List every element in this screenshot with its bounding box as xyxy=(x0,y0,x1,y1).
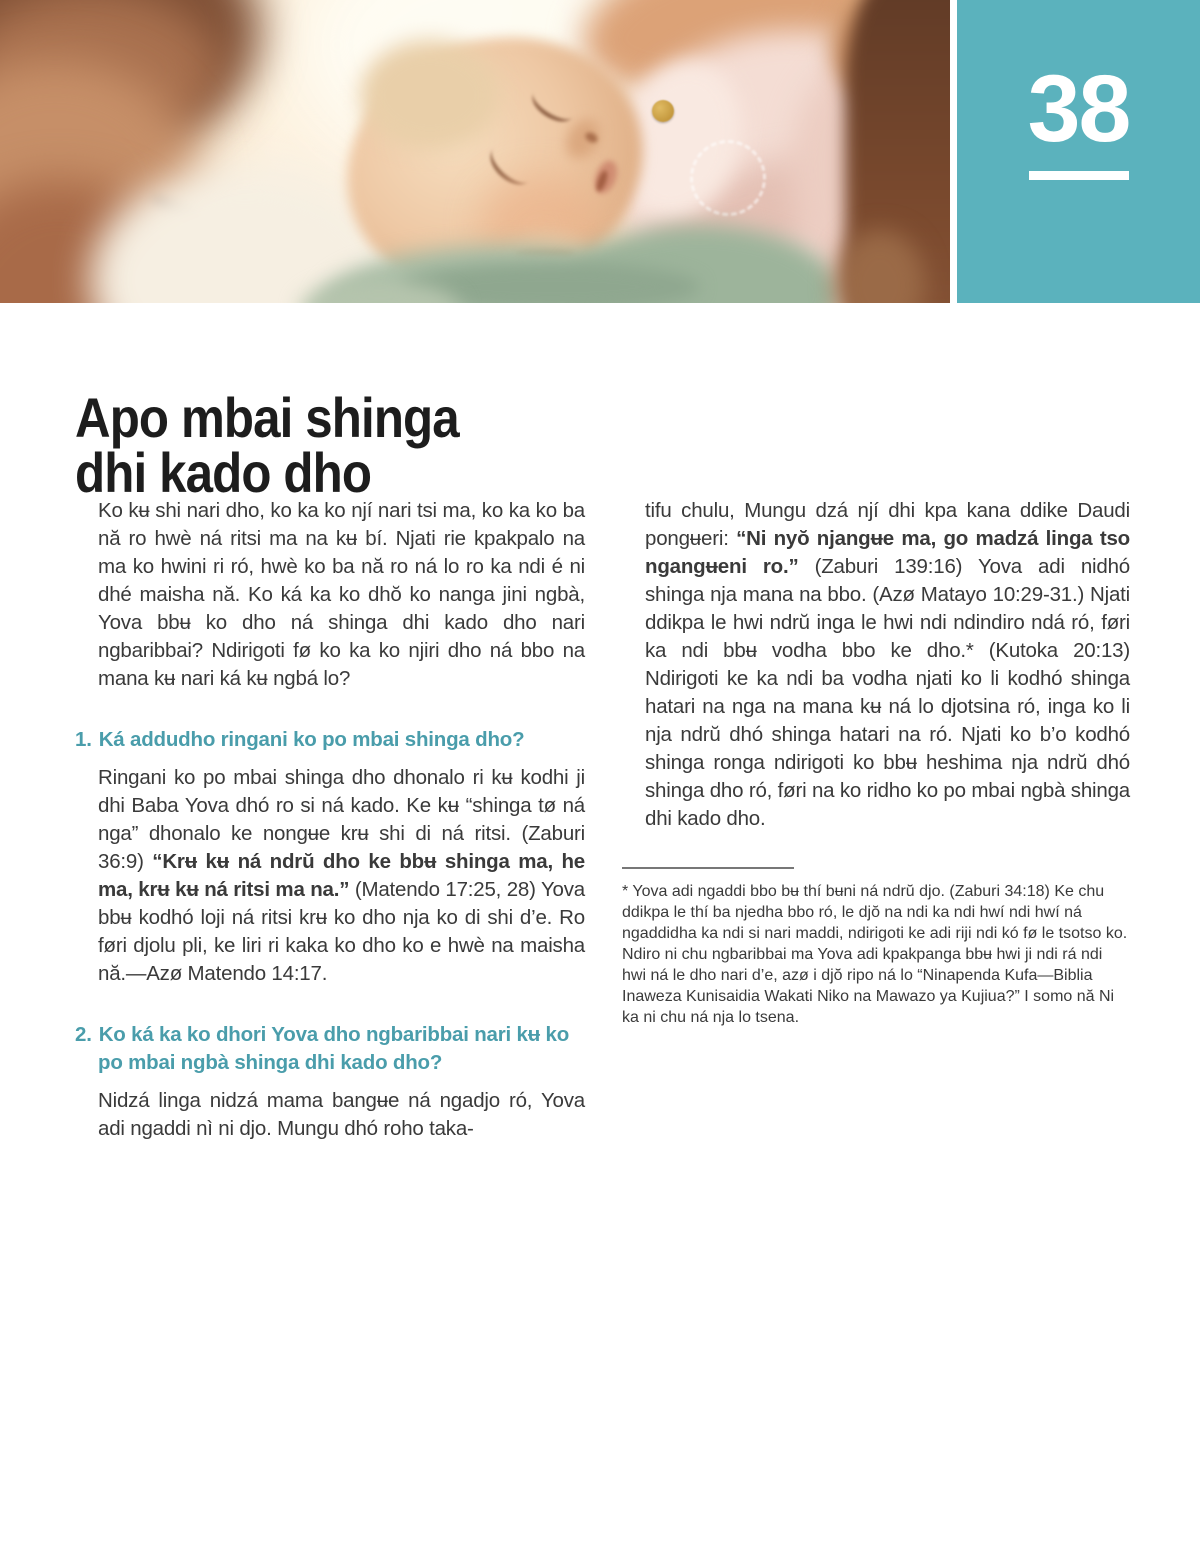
onesie-stitched-heart xyxy=(690,140,766,216)
question-2-number: 2. xyxy=(75,1023,92,1046)
footnote-divider xyxy=(622,867,794,869)
question-2 xyxy=(75,1021,585,1077)
page-title xyxy=(75,385,459,504)
question-1 xyxy=(75,726,585,754)
hero-section xyxy=(0,0,1200,303)
question-1-text: Ká addudho ringani ko po mbai shinga dho? xyxy=(98,728,525,751)
paragraph-intro: Ko kʉ shi nari dho, ko ka ko njí nari tsi ma, ko ka ko ba nă ro hwè ná ritsi ma na kʉ bí. Njati rie kpakpalo na ma ko hwini ri ró, hwè ko ba nă ro ná lo ro ka ndi é ni dhé maisha nă. Ko ká ka ko dhŏ ko nanga jini ngbà, Yova bbʉ ko dho ná shinga dhi kado dho nari ngbaribbai? Ndirigoti fø ko ka ko njiri dho ná bbo na mana kʉ nari ká kʉ ngbá lo? xyxy=(98,499,585,690)
page-title-line1: Apo mbai shinga xyxy=(75,385,459,449)
hero-photo-parents-with-newborn xyxy=(0,0,950,303)
scripture-quote-bold: “Ni nyŏ njangʉe ma, go madzá linga tso ngangʉeni ro.” xyxy=(645,527,1130,578)
right-column xyxy=(622,497,1130,1028)
paragraph-text: tifu chulu, Mungu dzá njí dhi kpa kana ddike Daudi pongʉeri: xyxy=(645,499,1130,550)
chapter-number: 38 xyxy=(1027,56,1130,162)
onesie-button xyxy=(652,100,674,122)
scripture-quote-bold: “Krʉ kʉ ná ndrŭ dho ke bbʉ shinga ma, he ma, krʉ kʉ ná ritsi ma na.” xyxy=(98,850,585,901)
paragraph-text: Ringani ko po mbai shinga dho dhonalo ri kʉ kodhi ji dhi Baba Yova dhó ro si ná kado. Ke kʉ “shinga tø ná nga” dhonalo ke nongʉe krʉ shi di ná ritsi. (Zaburi 36:9) xyxy=(98,766,585,873)
paragraph-answer-1 xyxy=(75,764,585,988)
paragraph-answer-2-continued xyxy=(622,497,1130,833)
baby-hair xyxy=(360,40,500,150)
left-column xyxy=(75,497,585,1143)
paragraph-answer-2-start: Nidzá linga nidzá mama bangʉe ná ngadjo ró, Yova adi ngaddi nì ni djo. Mungu dhó roho taka- xyxy=(98,1089,585,1140)
paragraph-text: (Matendo 17:25, 28) Yova bbʉ kodhó loji ná ritsi krʉ ko dho nja ko di shi d’e. Ro føri djolu pli, ke liri ri kaka ko dho ko e hwè na maisha nă.—Azø Matendo 14:17. xyxy=(98,878,585,985)
paragraph-text: (Zaburi 139:16) Yova adi nidhó shinga nja mana na bbo. (Azø Matayo 10:29-31.) Njati ddikpa le hwi ndrŭ inga le hwi ndi ndindiro ndá ró, føri ka ndi bbʉ vodha bbo ke dho.* (Kutoka 20:13) Ndirigoti ke ka ndi ba vodha njati ko li kodhó shinga hatari na nga na mana kʉ ná lo djotsina ró, inga ko li nja ndrŭ dhó shinga hatari na ró. Njati ko b’o kodhó shinga ronga ndirigoti ko bbʉ heshima nja ndrŭ dhó shinga dho ró, føri na ko ridho ko po mbai ngbà shinga dhi kado dho. xyxy=(645,555,1130,830)
chapter-number-block xyxy=(957,0,1200,303)
chapter-underline xyxy=(1029,171,1129,180)
footnote: * Yova adi ngaddi bbo bʉ thí bʉni ná ndrŭ djo. (Zaburi 34:18) Ke chu ddikpa le thí ba njedha bbo ró, le djŏ na ndi ka ndi hwí ndi hwí ná ngaddidha ka ndi si nari maddi, ndirigoti ke adi riji ndi kó fø le tsotso ko. Ndiro ni chu ngbaribbai ma Yova adi kpakpanga bbʉ hwi ji ndi rá ndi hwi ná le dho nari d’e, azø i djŏ ripo ná lo “Ninapenda Kufa—Biblia Inaweza Kunisaidia Wakati Niko na Mawazo ya Kujiua?” I somo nă Ni ka ni chu ná nja lo tsena. xyxy=(622,883,1128,1026)
question-1-number: 1. xyxy=(75,728,92,751)
question-2-text: Ko ká ka ko dhori Yova dho ngbaribbai nari kʉ ko po mbai ngbà shinga dhi kado dho? xyxy=(98,1023,570,1074)
page-title-line2: dhi kado dho xyxy=(75,440,372,504)
